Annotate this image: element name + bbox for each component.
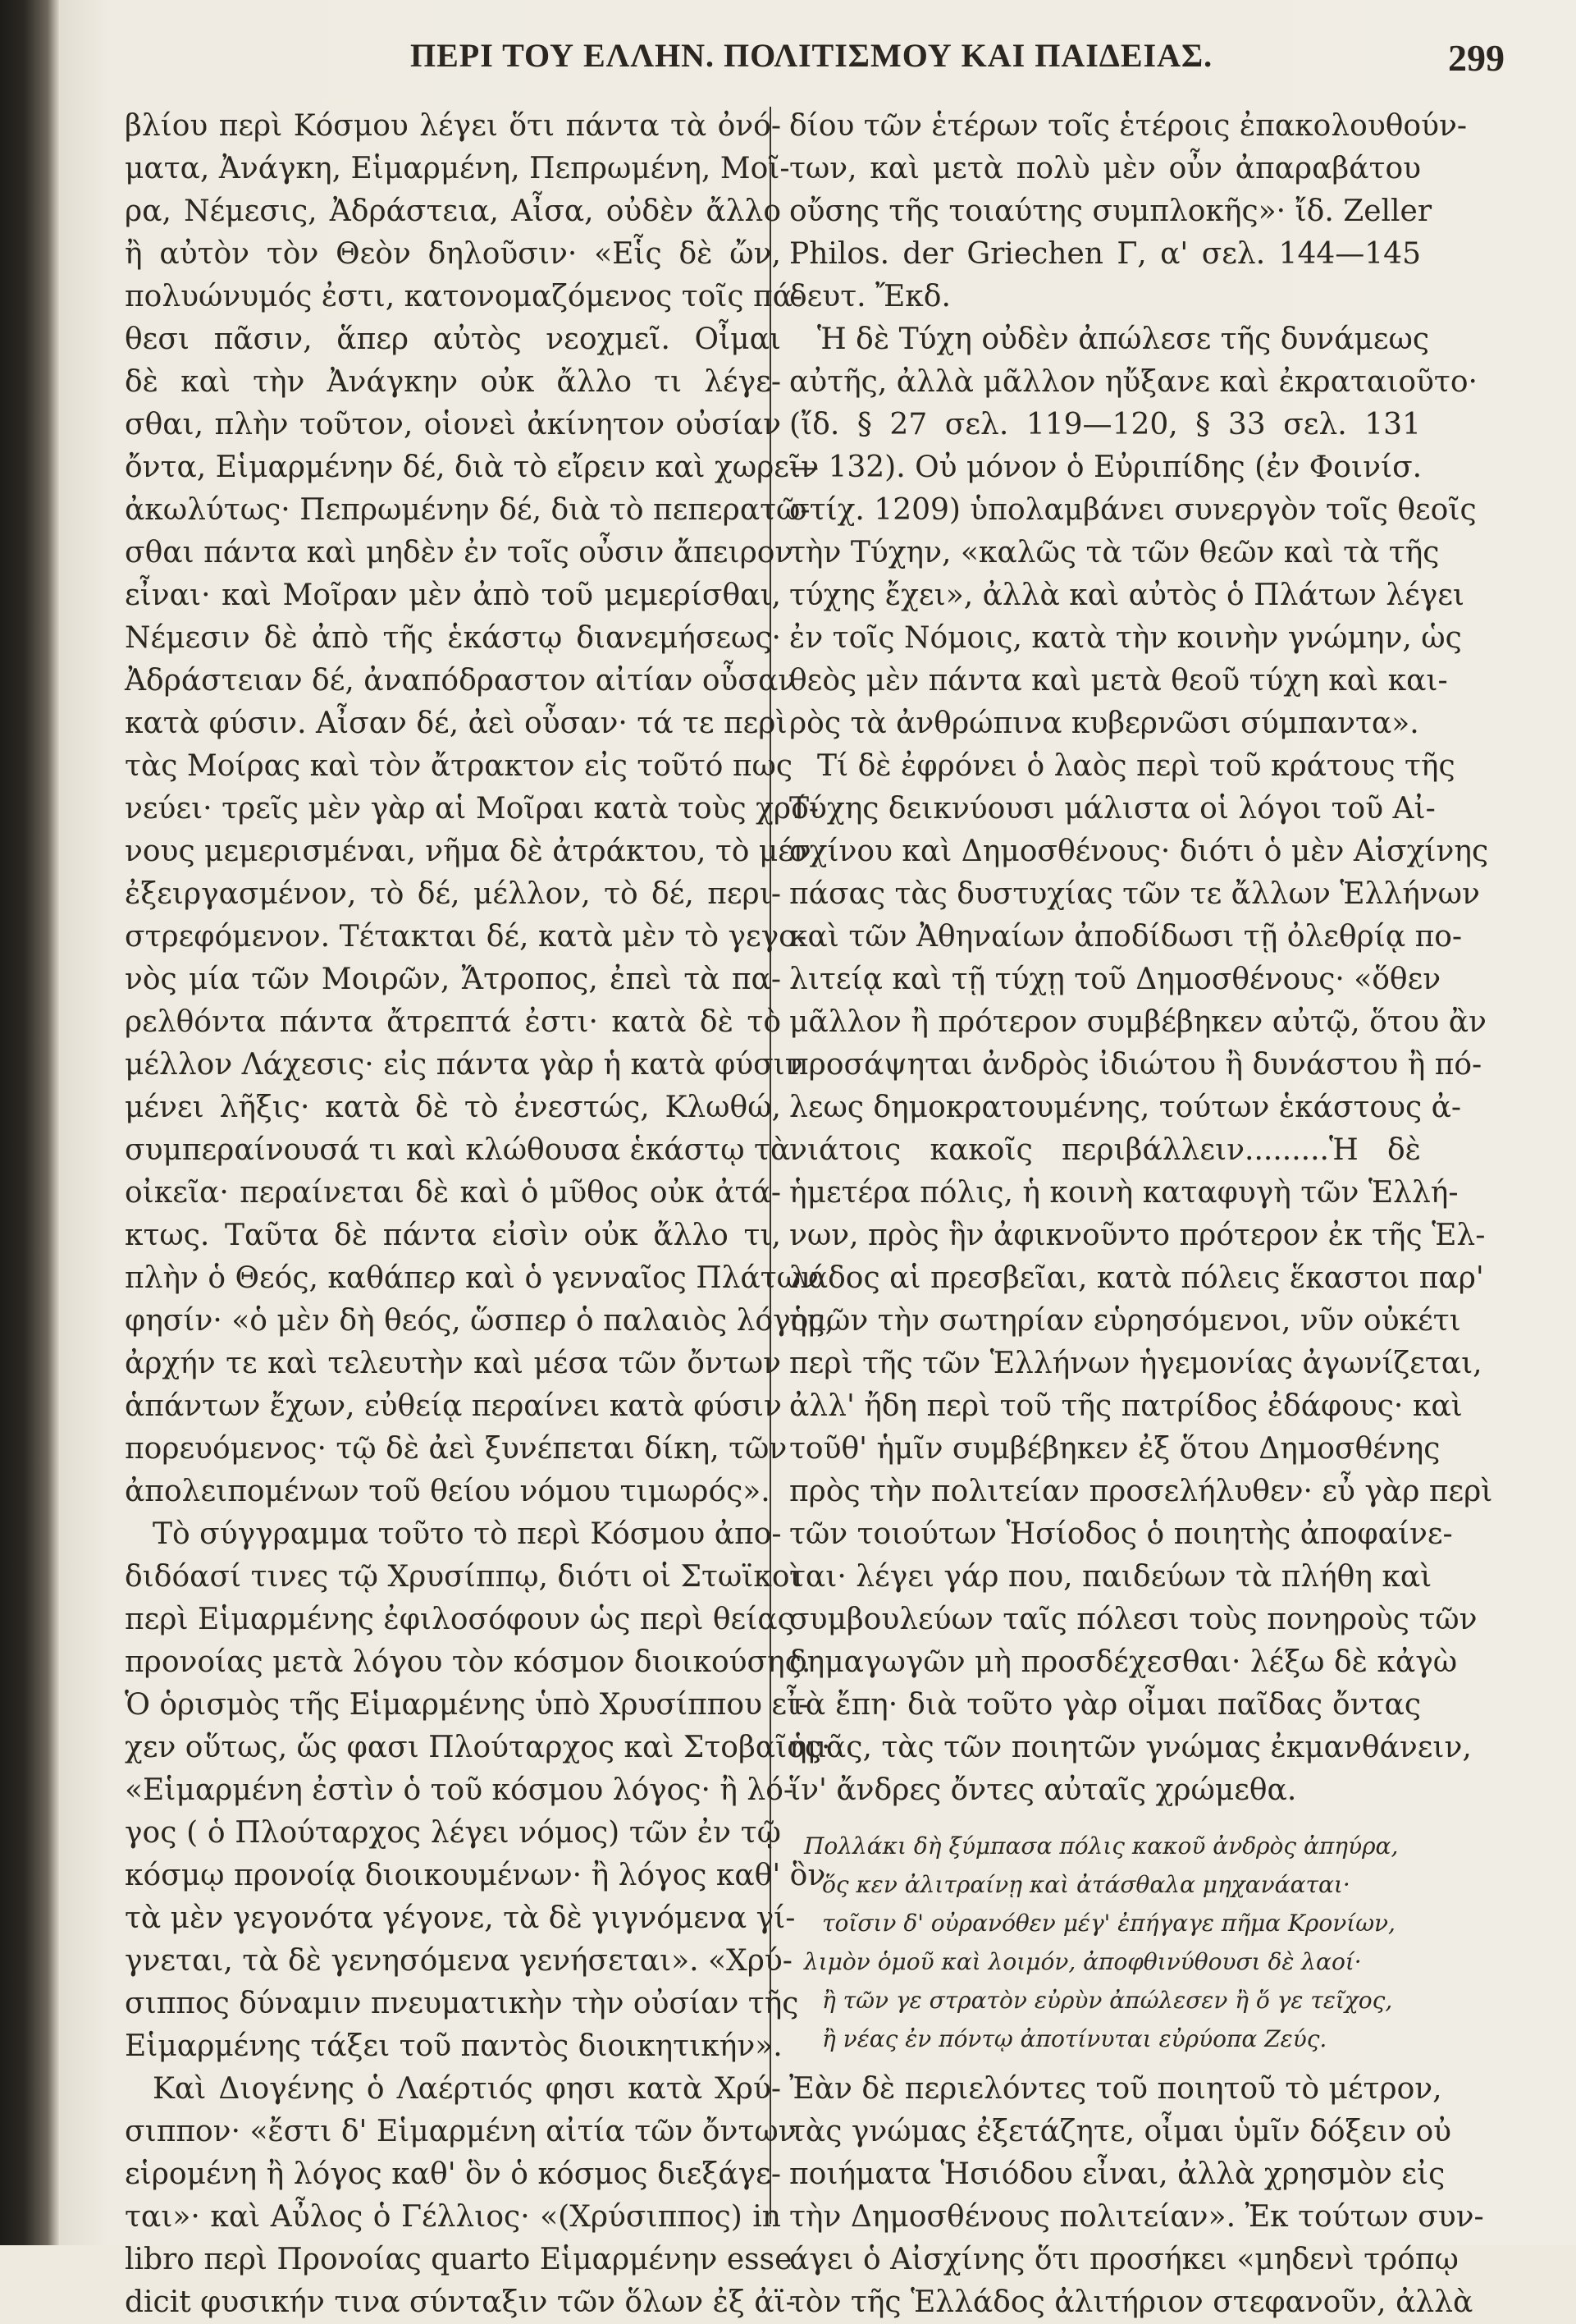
- text-line: χεν οὕτως, ὥς φασι Πλούταρχος καὶ Στοβαῖος·: [125, 1731, 831, 1764]
- text-line: συμπεραίνουσά τι καὶ κλώθουσα ἑκάστῳ τὰ: [125, 1133, 791, 1167]
- text-line: Ἡ δὲ Τύχη οὐδὲν ἀπώλεσε τῆς δυνάμεως: [817, 323, 1430, 356]
- text-line: σθαι, πλὴν τοῦτον, οἱονεὶ ἀκίνητον οὐσίαν: [125, 408, 781, 441]
- text-line: εἶναι· καὶ Μοῖραν μὲν ἀπὸ τοῦ μεμερίσθαι,: [125, 579, 781, 612]
- text-line: ἀρχήν τε καὶ τελευτὴν καὶ μέσα τῶν ὄντων: [125, 1347, 781, 1380]
- text-line: λεως δημοκρατουμένης, τούτων ἑκάστους ἀ-: [789, 1091, 1462, 1124]
- right-column: [789, 105, 1493, 2324]
- text-line: προνοίας μετὰ λόγου τὸν κόσμον διοικούσης.: [125, 1645, 811, 1679]
- verse-line: Πολλάκι δὴ ξύμπασα πόλις κακοῦ ἀνδρὸς ἀπηύρα,: [804, 1832, 1399, 1860]
- text-line: νους μεμερισμέναι, νῆμα δὲ ἀτράκτου, τὸ μέν,: [125, 835, 821, 868]
- text-line: εἱρομένη ἢ λόγος καθ' ὃν ὁ κόσμος διεξάγε-: [125, 2157, 781, 2191]
- verse-line: ἢ τῶν γε στρατὸν εὐρὺν ἀπώλεσεν ἢ ὅ γε τεῖχος,: [822, 1987, 1393, 2014]
- verse-line: λιμὸν ὁμοῦ καὶ λοιμόν, ἀποφθινύθουσι δὲ λαοί·: [804, 1948, 1362, 1975]
- text-line: ται· λέγει γάρ που, παιδεύων τὰ πλήθη καὶ: [789, 1560, 1432, 1594]
- text-line: θεὸς μὲν πάντα καὶ μετὰ θεοῦ τύχη καὶ και-: [789, 664, 1448, 698]
- text-line: (ἴδ. § 27 σελ. 119—120, § 33 σελ. 131: [789, 408, 1421, 441]
- text-line: Νέμεσιν δὲ ἀπὸ τῆς ἑκάστῳ διανεμήσεως·: [125, 621, 781, 655]
- text-line: μᾶλλον ἢ πρότερον συμβέβηκεν αὐτῷ, ὅτου ἂν: [789, 1005, 1487, 1039]
- text-line: ἐξειργασμένον, τὸ δέ, μέλλον, τὸ δέ, περι-: [125, 877, 781, 911]
- text-line: ἡμῶν τὴν σωτηρίαν εὑρησόμενοι, νῦν οὐκέτι: [789, 1304, 1461, 1338]
- text-line: σιππον· «ἔστι δ' Εἱμαρμένη αἰτία τῶν ὄντων: [125, 2115, 797, 2148]
- text-line: οἰκεῖα· περαίνεται δὲ καὶ ὁ μῦθος οὐκ ἀτά-: [125, 1176, 781, 1210]
- verse-line: ἢ νέας ἐν πόντῳ ἀποτίνυται εὐρύοπα Ζεύς.: [822, 2025, 1327, 2052]
- text-line: τύχης ἔχει», ἀλλὰ καὶ αὐτὸς ὁ Πλάτων λέγει: [789, 579, 1465, 612]
- text-line: πλὴν ὁ Θεός, καθάπερ καὶ ὁ γενναῖος Πλάτων: [125, 1261, 819, 1295]
- text-line: δὲ καὶ τὴν Ἀνάγκην οὐκ ἄλλο τι λέγε-: [125, 365, 781, 399]
- text-line: άγει ὁ Αἰσχίνης ὅτι προσήκει «μηδενὶ τρόπῳ: [789, 2243, 1459, 2276]
- text-line: ἀπολειπομένων τοῦ θείου νόμου τιμωρός».: [125, 1475, 770, 1508]
- text-line: — 132). Οὐ μόνον ὁ Εὐριπίδης (ἐν Φοινίσ.: [789, 451, 1423, 484]
- text-line: περὶ Εἱμαρμένης ἐφιλοσόφουν ὡς περὶ θείας: [125, 1603, 794, 1636]
- book-spine-shadow: [0, 0, 59, 2245]
- text-line: γνεται, τὰ δὲ γενησόμενα γενήσεται». «Χρύ-: [125, 1944, 793, 1978]
- text-line: ὄντα, Εἱμαρμένην δέ, διὰ τὸ εἴρειν καὶ χωρεῖν: [125, 451, 819, 484]
- text-line: Εἱμαρμένης τάξει τοῦ παντὸς διοικητικήν».: [125, 2029, 783, 2063]
- text-line: νὸς μία τῶν Μοιρῶν, Ἄτροπος, ἐπεὶ τὰ πα-: [125, 963, 781, 996]
- text-line: Τὸ σύγγραμμα τοῦτο τὸ περὶ Κόσμου ἀπο-: [153, 1517, 782, 1551]
- text-line: λιτείᾳ καὶ τῇ τύχῃ τοῦ Δημοσθένους· «ὅθεν: [789, 963, 1441, 996]
- text-line: libro περὶ Προνοίας quarto Εἱμαρμένην esse: [125, 2243, 793, 2276]
- text-line: δευτ. Ἔκδ.: [789, 280, 951, 313]
- text-line: διδόασί τινες τῷ Χρυσίππῳ, διότι οἱ Στωϊκοὶ: [125, 1560, 802, 1594]
- text-line: στίχ. 1209) ὑπολαμβάνει συνεργὸν τοῖς θεοῖς: [789, 493, 1477, 527]
- text-line: δίου τῶν ἑτέρων τοῖς ἑτέροις ἐπακολουθούν-: [789, 109, 1467, 143]
- text-line: σθαι πάντα καὶ μηδὲν ἐν τοῖς οὖσιν ἄπειρον: [125, 536, 793, 570]
- left-column: [125, 105, 834, 2324]
- text-line: σιππος δύναμιν πνευματικὴν τὴν οὐσίαν τῆς: [125, 1987, 799, 2020]
- text-line: ται»· καὶ Αὖλος ὁ Γέλλιος· «(Χρύσιππος) in: [125, 2200, 781, 2234]
- text-line: των, καὶ μετὰ πολὺ μὲν οὖν ἀπαραβάτου: [789, 152, 1421, 185]
- text-line: δημαγωγῶν μὴ προσδέχεσθαι· λέξω δὲ κἀγὼ: [789, 1645, 1458, 1679]
- text-line: μένει λῆξις· κατὰ δὲ τὸ ἐνεστώς, Κλωθώ,: [125, 1091, 781, 1124]
- text-line: θεσι πᾶσιν, ἅπερ αὐτὸς νεοχμεῖ. Οἶμαι: [125, 323, 781, 356]
- text-line: τὰς γνώμας ἐξετάζητε, οἶμαι ὑμῖν δόξειν οὐ: [789, 2115, 1452, 2148]
- text-line: ἡμᾶς, τὰς τῶν ποιητῶν γνώμας ἐκμανθάνειν,: [789, 1731, 1472, 1764]
- text-line: ἡμετέρα πόλις, ἡ κοινὴ καταφυγὴ τῶν Ἑλλή-: [789, 1176, 1459, 1210]
- text-line: λάδος αἱ πρεσβεῖαι, κατὰ πόλεις ἕκαστοι παρ': [789, 1261, 1484, 1295]
- text-line: μέλλον Λάχεσις· εἰς πάντα γὰρ ἡ κατὰ φύσιν: [125, 1048, 803, 1082]
- text-line: ποιήματα Ἡσιόδου εἶναι, ἀλλὰ χρησμὸν εἰς: [789, 2157, 1446, 2191]
- text-line: τὰς Μοίρας καὶ τὸν ἄτρακτον εἰς τοῦτό πως: [125, 749, 793, 783]
- text-line: Ὁ ὁρισμὸς τῆς Εἱμαρμένης ὑπὸ Χρυσίππου εἶ-: [125, 1688, 809, 1722]
- text-line: κόσμῳ προνοίᾳ διοικουμένων· ἢ λόγος καθ' ὃν: [125, 1859, 826, 1892]
- text-line: πρὸς τὴν πολιτείαν προσελήλυθεν· εὖ γὰρ περὶ: [789, 1475, 1493, 1508]
- page-number: 299: [1448, 37, 1505, 79]
- text-line: κατὰ φύσιν. Αἶσαν δέ, ἀεὶ οὖσαν· τά τε περὶ: [125, 707, 788, 740]
- text-line: Philos. der Griechen Γ, α' σελ. 144—145: [789, 237, 1421, 271]
- verse-line: ὅς κεν ἀλιτραίνῃ καὶ ἀτάσθαλα μηχανάαται·: [822, 1871, 1350, 1898]
- text-line: αὐτῆς, ἀλλὰ μᾶλλον ηὔξανε καὶ ἐκραταιοῦτο·: [789, 365, 1478, 399]
- text-line: ματα, Ἀνάγκη, Εἱμαρμένη, Πεπρωμένη, Μοῖ-: [125, 152, 790, 185]
- text-line: «Εἱμαρμένη ἐστὶν ὁ τοῦ κόσμου λόγος· ἢ λό-: [125, 1773, 794, 1807]
- text-line: σχίνου καὶ Δημοσθένους· διότι ὁ μὲν Αἰσχίνης: [789, 835, 1489, 868]
- text-line: ἁπάντων ἔχων, εὐθείᾳ περαίνει κατὰ φύσιν: [125, 1389, 782, 1423]
- text-line: στρεφόμενον. Τέτακται δέ, κατὰ μὲν τὸ γεγο-: [125, 920, 807, 954]
- text-line: πολυώνυμός ἐστι, κατονομαζόμενος τοῖς πά-: [125, 280, 803, 313]
- text-line: κτως. Ταῦτα δὲ πάντα εἰσὶν οὐκ ἄλλο τι,: [125, 1219, 781, 1252]
- text-line: Ἀδράστειαν δέ, ἀναπόδραστον αἰτίαν οὖσαν: [125, 664, 797, 698]
- text-line: πάσας τὰς δυστυχίας τῶν τε ἄλλων Ἑλλήνων: [789, 877, 1480, 911]
- text-line: τὰ μὲν γεγονότα γέγονε, τὰ δὲ γιγνόμενα γί-: [125, 1901, 796, 1935]
- text-line: ρελθόντα πάντα ἄτρεπτά ἐστι· κατὰ δὲ τὸ: [125, 1005, 781, 1039]
- page-header: [115, 36, 1510, 85]
- text-line: ρὸς τὰ ἀνθρώπινα κυβερνῶσι σύμπαντα».: [789, 707, 1419, 740]
- text-line: ἢ αὐτὸν τὸν Θεὸν δηλοῦσιν· «Εἷς δὲ ὤν,: [125, 237, 781, 271]
- text-line: ρα, Νέμεσις, Ἀδράστεια, Αἶσα, οὐδὲν ἄλλο: [125, 194, 781, 228]
- text-line: ἵν' ἄνδρες ὄντες αὐταῖς χρώμεθα.: [789, 1773, 1297, 1807]
- text-line: τὴν Δημοσθένους πολιτείαν». Ἐκ τούτων συν-: [789, 2200, 1484, 2234]
- text-line: ἀλλ' ἤδη περὶ τοῦ τῆς πατρίδος ἐδάφους· καὶ: [789, 1389, 1463, 1423]
- right-column-text-top: [789, 105, 1493, 1812]
- text-line: καὶ τῶν Ἀθηναίων ἀποδίδωσι τῇ ὀλεθρίᾳ πο-: [789, 920, 1463, 954]
- right-column-text-bottom: [789, 2068, 1484, 2324]
- hesiod-verse-quote: [804, 1827, 1421, 2058]
- text-line: προσάψηται ἀνδρὸς ἰδιώτου ἢ δυνάστου ἢ πό-: [789, 1048, 1482, 1082]
- running-head: ΠΕΡΙ ΤΟΥ ΕΛΛΗΝ. ΠΟΛΙΤΙΣΜΟΥ ΚΑΙ ΠΑΙΔΕΙΑΣ.: [410, 37, 1213, 74]
- text-line: τὴν Τύχην, «καλῶς τὰ τῶν θεῶν καὶ τὰ τῆς: [789, 536, 1440, 570]
- text-line: τὸν τῆς Ἑλλάδος ἀλιτήριον στεφανοῦν, ἀλλὰ: [789, 2285, 1473, 2319]
- text-line: τοῦθ' ἡμῖν συμβέβηκεν ἐξ ὅτου Δημοσθένης: [789, 1432, 1441, 1466]
- text-line: Τί δὲ ἐφρόνει ὁ λαὸς περὶ τοῦ κράτους τῆς: [817, 749, 1455, 783]
- text-line: τῶν τοιούτων Ἡσίοδος ὁ ποιητὴς ἀποφαίνε-: [789, 1517, 1453, 1551]
- text-line: dicit φυσικήν τινα σύνταξιν τῶν ὅλων ἐξ ἀϊ-: [125, 2285, 796, 2319]
- text-line: ἐν τοῖς Νόμοις, κατὰ τὴν κοινὴν γνώμην, ὡς: [789, 621, 1462, 655]
- text-line: γος ( ὁ Πλούταρχος λέγει νόμος) τῶν ἐν τῷ: [125, 1816, 781, 1850]
- text-line: συμβουλεύων ταῖς πόλεσι τοὺς πονηροὺς τῶν: [789, 1603, 1478, 1636]
- text-line: περὶ τῆς τῶν Ἑλλήνων ἡγεμονίας ἀγωνίζεται,: [789, 1347, 1482, 1380]
- text-line: φησίν· «ὁ μὲν δὴ θεός, ὥσπερ ὁ παλαιὸς λόγος,: [125, 1304, 834, 1338]
- text-line: οὔσης τῆς τοιαύτης συμπλοκῆς»· ἴδ. Zeller: [789, 194, 1432, 228]
- text-line: ἀκωλύτως· Πεπρωμένην δέ, διὰ τὸ πεπερατῶ-: [125, 493, 811, 527]
- text-line: πορευόμενος· τῷ δὲ ἀεὶ ξυνέπεται δίκη, τῶν: [125, 1432, 788, 1466]
- text-line: νιάτοις κακοῖς περιβάλλειν.........Ἡ δὲ: [789, 1133, 1421, 1167]
- text-line: Καὶ Διογένης ὁ Λαέρτιός φησι κατὰ Χρύ-: [153, 2072, 781, 2106]
- verse-line: τοῖσιν δ' οὐρανόθεν μέγ' ἐπήγαγε πῆμα Κρονίων,: [822, 1910, 1396, 1937]
- text-line: νεύει· τρεῖς μὲν γὰρ αἱ Μοῖραι κατὰ τοὺς χρό-: [125, 792, 819, 826]
- text-line: Τύχης δεικνύουσι μάλιστα οἱ λόγοι τοῦ Αἰ-: [789, 792, 1436, 826]
- text-line: Ἐὰν δὲ περιελόντες τοῦ ποιητοῦ τὸ μέτρον,: [789, 2072, 1442, 2106]
- text-line: νων, πρὸς ἣν ἀφικνοῦντο πρότερον ἐκ τῆς Ἑλ-: [789, 1219, 1486, 1252]
- text-line: βλίου περὶ Κόσμου λέγει ὅτι πάντα τὰ ὀνό-: [125, 109, 781, 143]
- text-line: τὰ ἔπη· διὰ τοῦτο γὰρ οἶμαι παῖδας ὄντας: [789, 1688, 1421, 1722]
